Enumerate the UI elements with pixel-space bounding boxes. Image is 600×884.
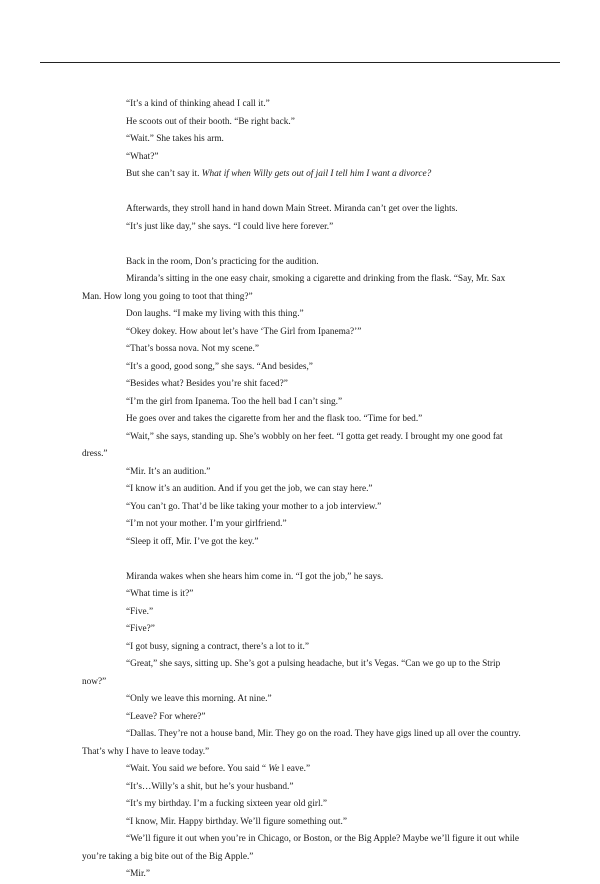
paragraph: “Great,” she says, sitting up. She’s got a pulsing headache, but it’s Vegas. “Can we go up to the Strip now?” — [82, 659, 501, 687]
paragraph-text: But she can’t say it. — [126, 169, 202, 179]
paragraph: “You can’t go. That’d be like taking your mother to a job interview.” — [126, 501, 382, 512]
paragraph: “Mir.” — [126, 869, 151, 879]
paragraph: Miranda wakes when she hears him come in. “I got the job,” he says. — [126, 571, 384, 582]
paragraph — [104, 166, 524, 184]
header-rule — [40, 62, 560, 63]
paragraph: “Dallas. They’re not a house band, Mir. They go on the road. They have gigs lined up all over the country. That’s why I have to leave today.” — [82, 729, 521, 757]
italic-word: we — [186, 764, 197, 774]
paragraph-text: l eave.” — [279, 764, 311, 774]
paragraph: “Only we leave this morning. At nine.” — [126, 694, 272, 704]
paragraph: He goes over and takes the cigarette from her and the flask too. “Time for bed.” — [126, 414, 423, 424]
italic-word: We — [268, 764, 280, 774]
paragraph: Miranda’s sitting in the one easy chair, smoking a cigarette and drinking from the flask. “Say, Mr. Sax Man. How long you going to toot that thing?” — [82, 274, 506, 302]
paragraph-text: “Wait. You said — [126, 764, 187, 774]
paragraph: “It’s…Willy’s a shit, but he’s your husband.” — [126, 781, 294, 792]
paragraph: “It’s my birthday. I’m a fucking sixteen year old girl.” — [126, 799, 328, 809]
paragraph: “Wait,” she says, standing up. She’s wobbly on her feet. “I gotta get ready. I brought my one good fat dress.” — [82, 431, 503, 459]
paragraph: “Sleep it off, Mir. I’ve got the key.” — [126, 536, 259, 547]
paragraph: “Wait.” She takes his arm. — [126, 134, 224, 144]
italic-thought: What if when Willy gets out of jail I tell him I want a divorce? — [201, 169, 432, 179]
paragraph: “What time is it?” — [126, 589, 194, 599]
paragraph: “I’m the girl from Ipanema. Too the hell bad I can’t sing.” — [126, 396, 343, 407]
paragraph: He scoots out of their booth. “Be right back.” — [126, 116, 295, 127]
scene-gap — [104, 551, 524, 569]
paragraph: “I know, Mir. Happy birthday. We’ll figure something out.” — [126, 816, 347, 827]
scene-gap — [104, 236, 524, 254]
paragraph: “Okey dokey. How about let’s have ‘The Girl from Ipanema?’” — [126, 326, 362, 337]
paragraph: “It’s a kind of thinking ahead I call it.” — [126, 99, 270, 109]
paragraph: “Five?” — [126, 624, 155, 634]
paragraph: “Mir. It’s an audition.” — [126, 466, 211, 477]
paragraph: “It’s just like day,” she says. “I could live here forever.” — [126, 221, 334, 232]
paragraph: Don laughs. “I make my living with this thing.” — [126, 309, 304, 319]
paragraph: “Besides what? Besides you’re shit faced?” — [126, 379, 288, 389]
paragraph: “It’s a good, good song,” she says. “And besides,” — [126, 361, 313, 372]
paragraph: “Leave? For where?” — [126, 711, 206, 722]
paragraph: Back in the room, Don’s practicing for the audition. — [126, 256, 319, 267]
manuscript-body — [82, 96, 524, 884]
paragraph: Afterwards, they stroll hand in hand down Main Street. Miranda can’t get over the lights. — [126, 204, 458, 214]
paragraph: “I know it’s an audition. And if you get the job, we can stay here.” — [126, 484, 373, 494]
paragraph: “Five.” — [126, 606, 154, 617]
paragraph: “I got busy, signing a contract, there’s a lot to it.” — [126, 641, 309, 652]
scene-gap — [104, 184, 524, 202]
paragraph-text: before. You said “ — [196, 764, 269, 774]
paragraph: “That’s bossa nova. Not my scene.” — [126, 344, 259, 354]
paragraph: “I’m not your mother. I’m your girlfriend.” — [126, 519, 287, 529]
paragraph — [104, 761, 524, 779]
paragraph: “We’ll figure it out when you’re in Chicago, or Boston, or the Big Apple? Maybe we’ll figure it out while you’re taking a big bite out of the Big Apple.” — [82, 834, 519, 862]
paragraph: “What?” — [126, 151, 159, 162]
